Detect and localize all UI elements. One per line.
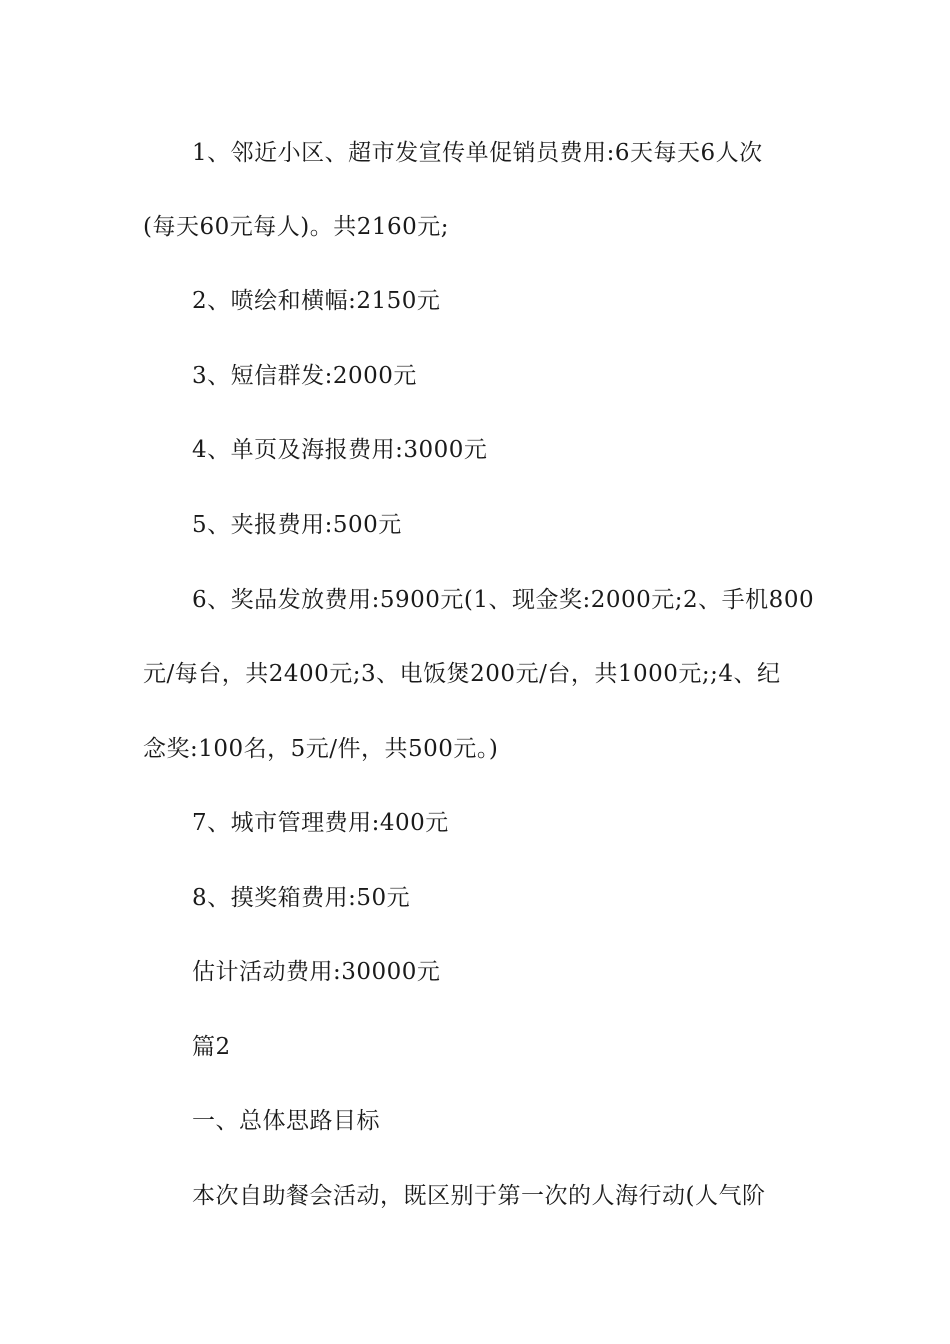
paragraph-line-1: 1、邻近小区、超市发宣传单促销员费用:6天每天6人次 xyxy=(192,140,763,166)
paragraph-line-11: 8、摸奖箱费用:50元 xyxy=(192,885,411,911)
paragraph-line-2: (每天60元每人)。共2160元; xyxy=(143,214,449,240)
paragraph-line-10: 7、城市管理费用:400元 xyxy=(192,810,449,836)
paragraph-line-12: 估计活动费用:30000元 xyxy=(192,959,441,985)
section-heading: 篇2 xyxy=(192,1034,231,1060)
paragraph-line-5: 4、单页及海报费用:3000元 xyxy=(192,437,488,463)
paragraph-line-9: 念奖:100名，5元/件，共500元。) xyxy=(143,736,499,762)
subsection-heading: 一、总体思路目标 xyxy=(192,1108,380,1134)
paragraph-line-7: 6、奖品发放费用:5900元(1、现金奖:2000元;2、手机800 xyxy=(192,587,815,613)
paragraph-line-8: 元/每台，共2400元;3、电饭煲200元/台，共1000元;;4、纪 xyxy=(143,661,781,687)
paragraph-line-4: 3、短信群发:2000元 xyxy=(192,363,417,389)
paragraph-line-6: 5、夹报费用:500元 xyxy=(192,512,402,538)
paragraph-line-15: 本次自助餐会活动，既区别于第一次的人海行动(人气阶 xyxy=(192,1183,766,1209)
paragraph-line-3: 2、喷绘和横幅:2150元 xyxy=(192,288,441,314)
